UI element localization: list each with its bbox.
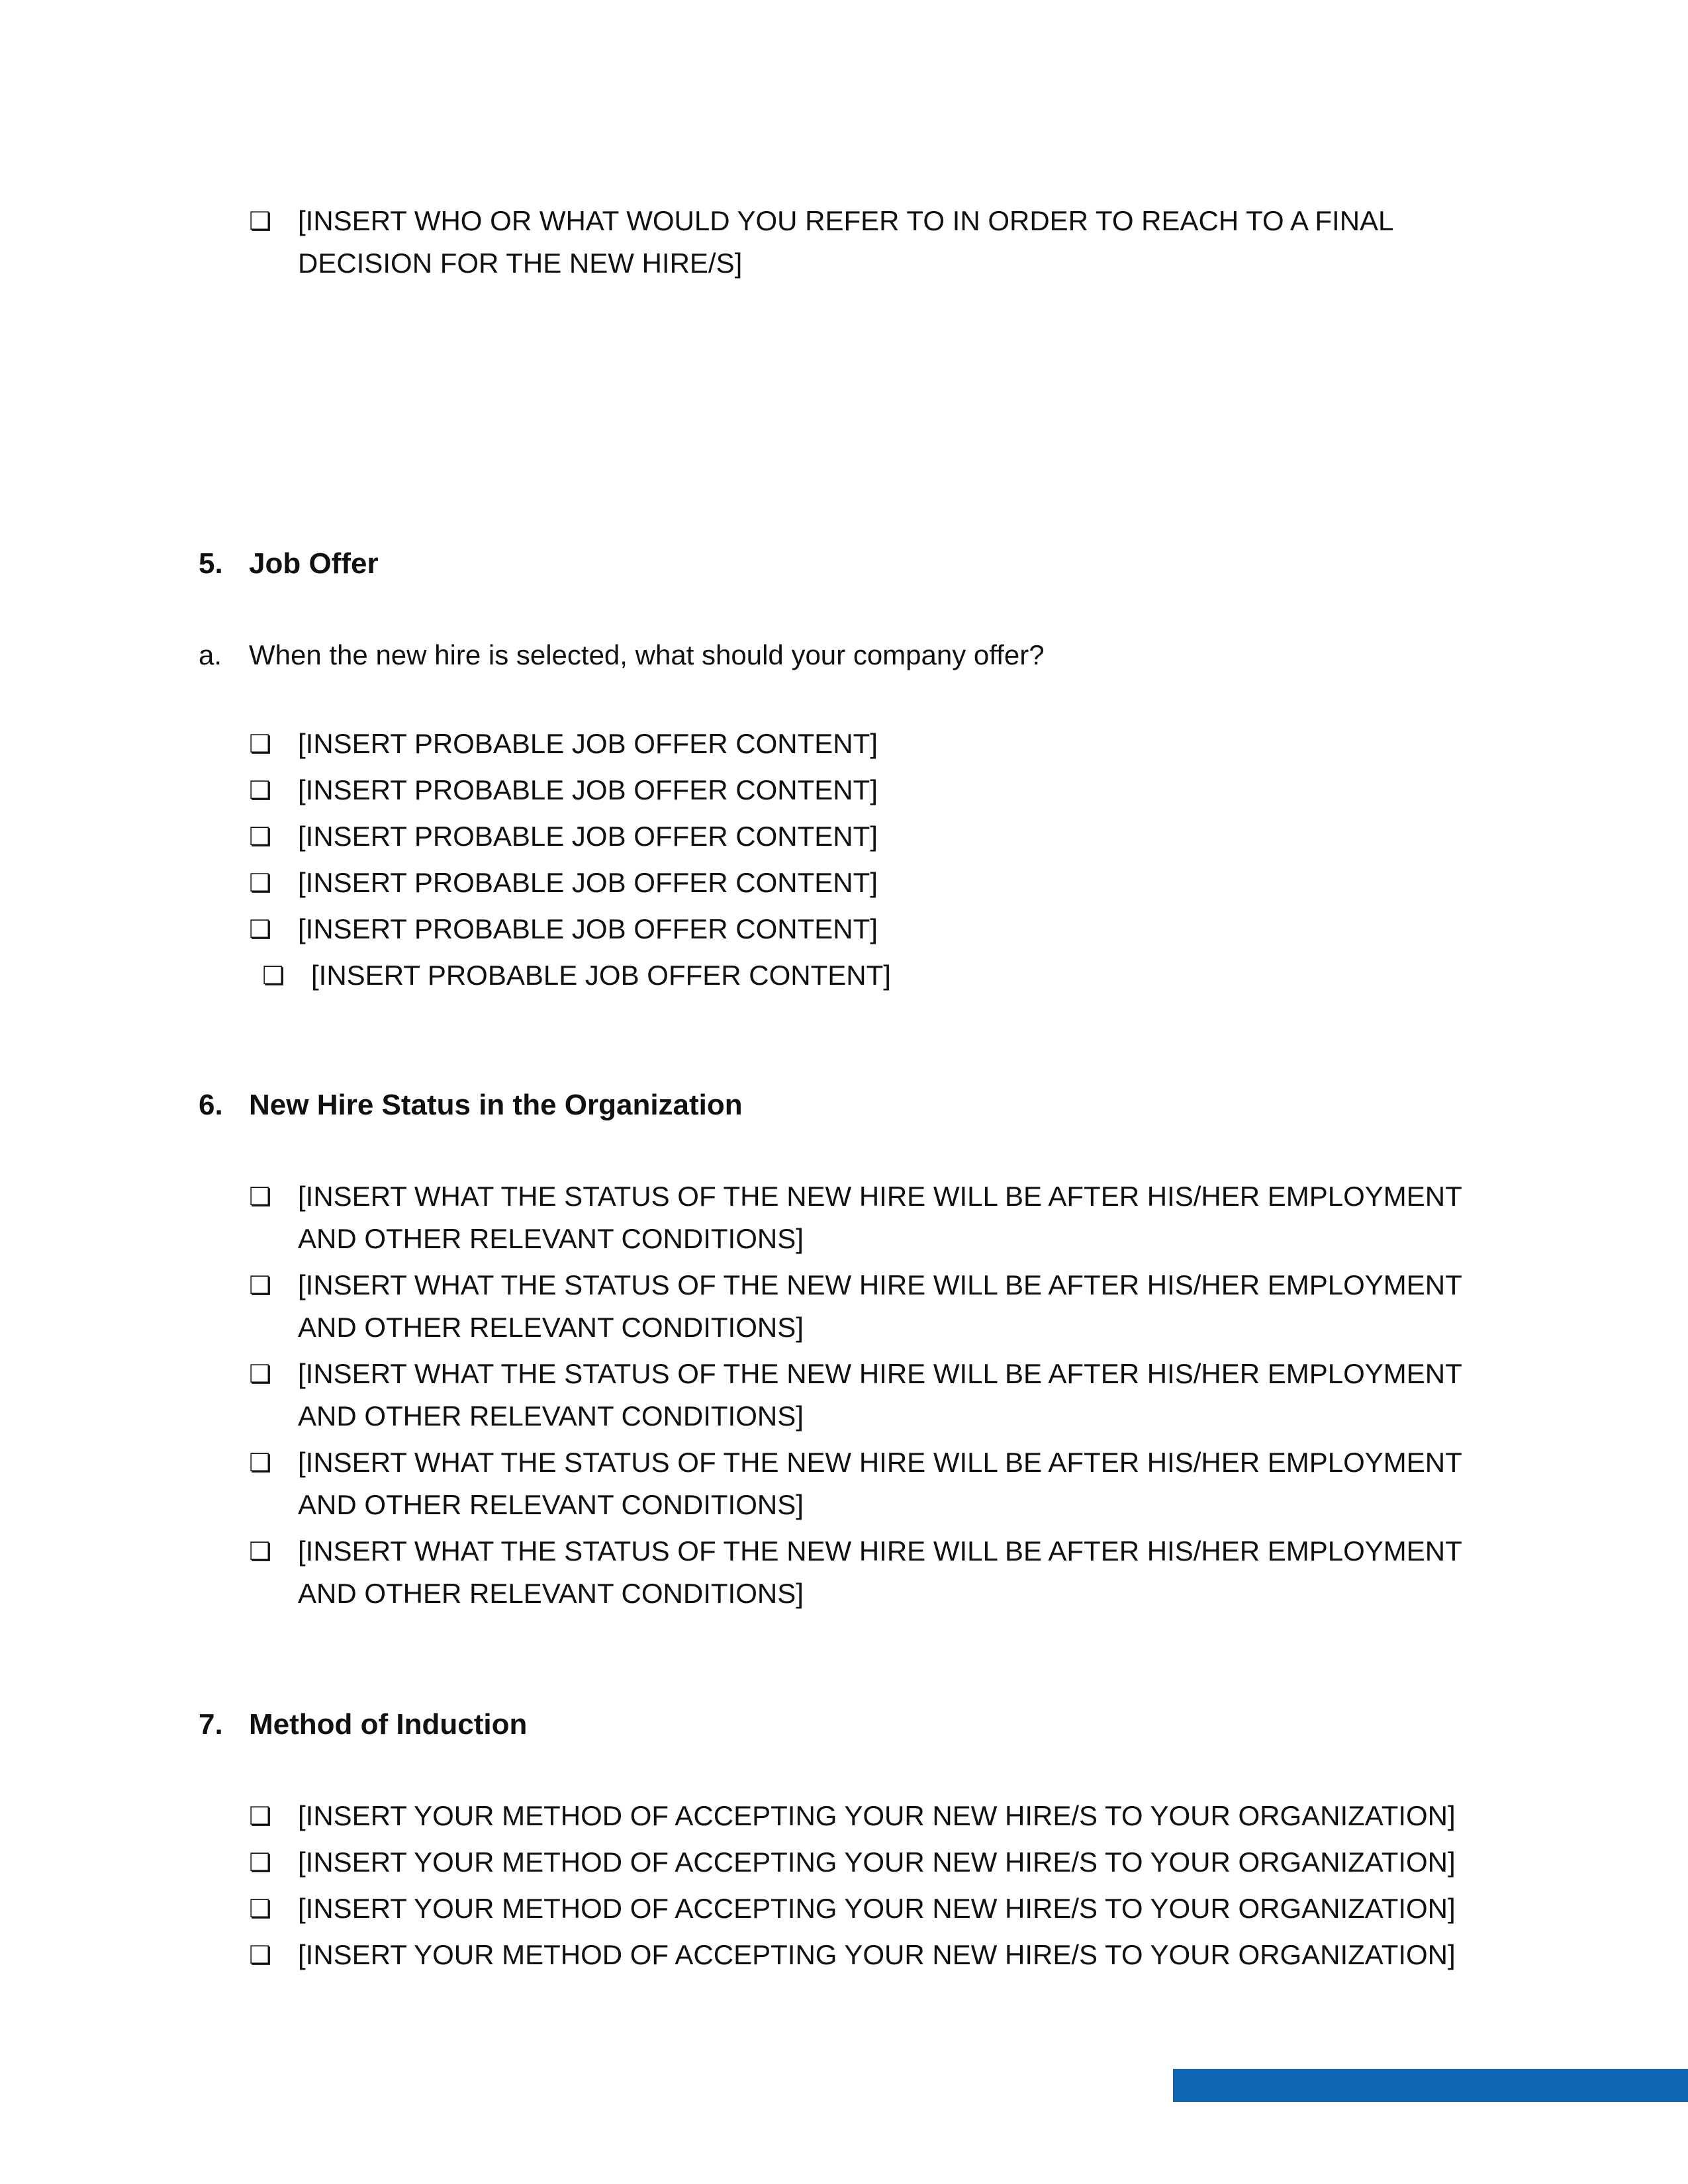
list-item [249,862,1493,904]
list-item-text: [INSERT PROBABLE JOB OFFER CONTENT] [298,867,878,898]
checkbox-icon: ❏ [249,776,272,805]
list-item [249,908,1493,950]
list-item-text: [INSERT PROBABLE JOB OFFER CONTENT] [298,774,878,805]
list-item-text: [INSERT PROBABLE JOB OFFER CONTENT] [298,728,878,759]
list-item [249,1353,1493,1437]
checkbox-icon: ❏ [249,1848,272,1877]
list-item [249,1795,1493,1837]
list-item [249,1888,1493,1930]
list-item [249,1441,1493,1526]
checkbox-icon: ❏ [249,1182,272,1211]
checkbox-icon: ❏ [249,822,272,851]
question-letter: a. [199,639,222,670]
checkbox-icon: ❏ [249,1801,272,1831]
section-number: 6. [199,1089,223,1121]
question-job-offer [199,634,1045,676]
list-item-text: [INSERT WHAT THE STATUS OF THE NEW HIRE WILL BE AFTER HIS/HER EMPLOYMENT AND OTHER RELEVANT CONDITIONS] [298,1269,1462,1343]
list-item [249,815,1493,858]
section-number: 7. [199,1708,223,1741]
section-heading-method-of-induction [199,1704,527,1746]
list-item-text: [INSERT YOUR METHOD OF ACCEPTING YOUR NEW HIRE/S TO YOUR ORGANIZATION] [298,1939,1456,1970]
list-item [249,1841,1493,1884]
section-title: New Hire Status in the Organization [249,1089,743,1121]
list-item-text: [INSERT PROBABLE JOB OFFER CONTENT] [311,960,891,991]
checkbox-icon: ❏ [262,961,285,990]
section-number: 5. [199,547,223,580]
list-item-text: [INSERT PROBABLE JOB OFFER CONTENT] [298,913,878,944]
list-item-final-decision [249,200,1493,285]
checkbox-icon: ❏ [249,868,272,897]
list-item-text: [INSERT WHAT THE STATUS OF THE NEW HIRE WILL BE AFTER HIS/HER EMPLOYMENT AND OTHER RELEVANT CONDITIONS] [298,1181,1462,1254]
list-item-text: [INSERT YOUR METHOD OF ACCEPTING YOUR NEW HIRE/S TO YOUR ORGANIZATION] [298,1846,1456,1878]
checkbox-icon: ❏ [249,1271,272,1300]
list-item-text: [INSERT WHO OR WHAT WOULD YOU REFER TO IN ORDER TO REACH TO A FINAL DECISION FOR THE NEW HIRE/S] [298,205,1393,279]
list-item-text: [INSERT YOUR METHOD OF ACCEPTING YOUR NEW HIRE/S TO YOUR ORGANIZATION] [298,1893,1456,1924]
list-item [249,723,1493,765]
footer-accent-bar [1173,2069,1688,2102]
list-item [249,1175,1493,1260]
checkbox-icon: ❏ [249,915,272,944]
list-item-text: [INSERT PROBABLE JOB OFFER CONTENT] [298,821,878,852]
checkbox-icon: ❏ [249,1448,272,1477]
list-item [249,1934,1493,1976]
list-item [249,1264,1493,1349]
list-item [249,769,1493,811]
checkbox-icon: ❏ [249,1894,272,1923]
section-heading-new-hire-status [199,1084,743,1126]
checkbox-icon: ❏ [249,206,272,236]
checkbox-icon: ❏ [249,729,272,758]
list-item [249,1530,1493,1615]
checkbox-icon: ❏ [249,1359,272,1388]
section-heading-job-offer [199,543,379,585]
checkbox-icon: ❏ [249,1940,272,1970]
section-title: Method of Induction [249,1708,528,1741]
question-text: When the new hire is selected, what should your company offer? [249,639,1045,670]
list-item-text: [INSERT WHAT THE STATUS OF THE NEW HIRE WILL BE AFTER HIS/HER EMPLOYMENT AND OTHER RELEVANT CONDITIONS] [298,1358,1462,1432]
checkbox-icon: ❏ [249,1537,272,1566]
section-title: Job Offer [249,547,379,580]
list-item [262,954,1507,997]
list-item-text: [INSERT WHAT THE STATUS OF THE NEW HIRE WILL BE AFTER HIS/HER EMPLOYMENT AND OTHER RELEVANT CONDITIONS] [298,1447,1462,1520]
list-item-text: [INSERT WHAT THE STATUS OF THE NEW HIRE WILL BE AFTER HIS/HER EMPLOYMENT AND OTHER RELEVANT CONDITIONS] [298,1535,1462,1609]
list-item-text: [INSERT YOUR METHOD OF ACCEPTING YOUR NEW HIRE/S TO YOUR ORGANIZATION] [298,1800,1456,1831]
